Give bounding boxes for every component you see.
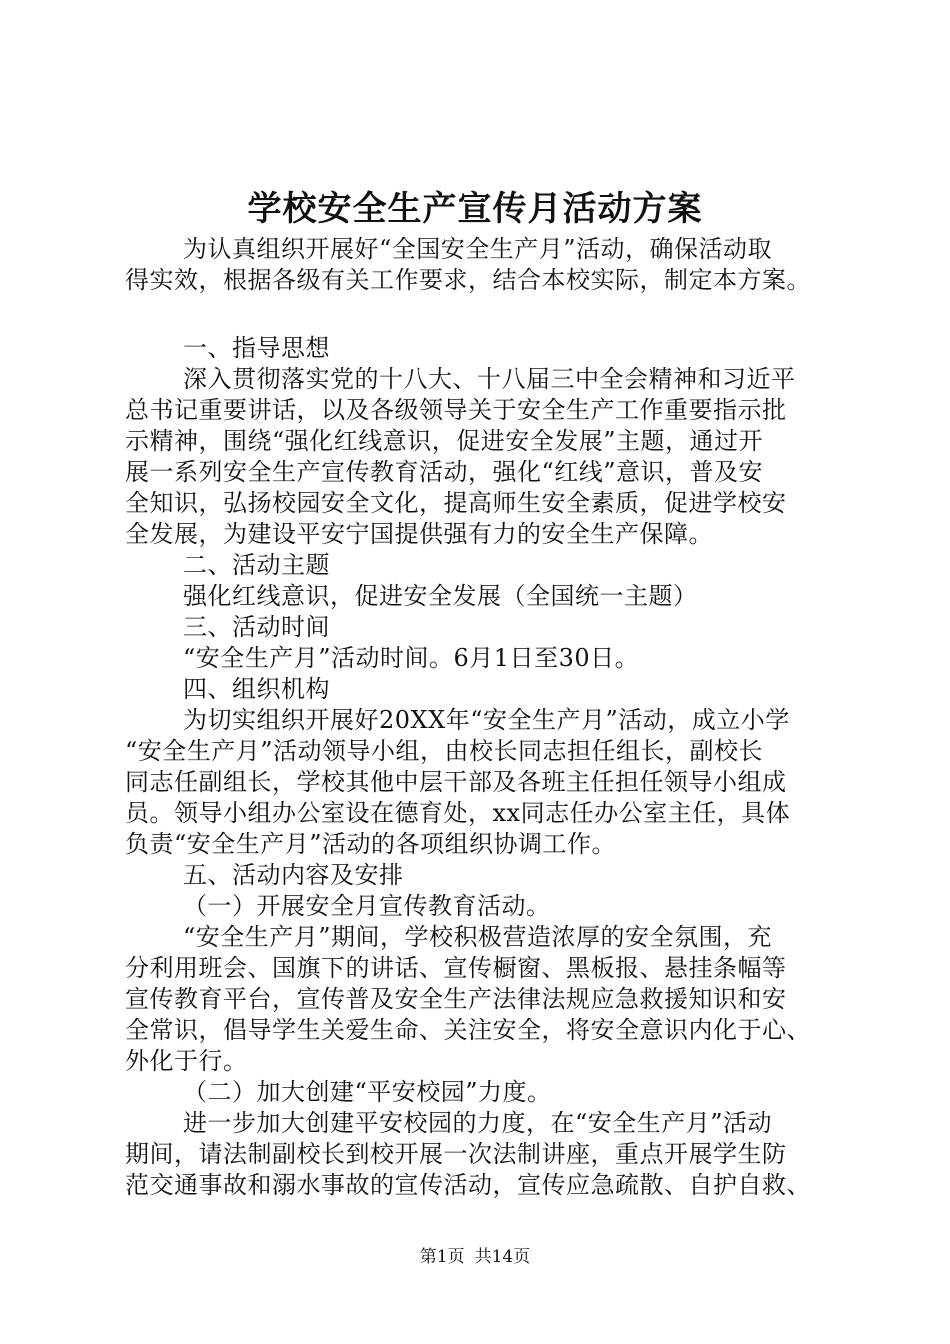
document-body [125,234,835,1201]
paragraph-line: 同志任副组长，学校其他中层干部及各班主任担任领导小组成 [125,768,787,796]
paragraph-line: 范交通事故和溺水事故的宣传活动，宣传应急疏散、自护自救、 [125,1171,811,1199]
paragraph-line: 强化红线意识，促进安全发展（全国统一主题） [183,582,698,610]
paragraph-line: 得实效，根据各级有关工作要求，结合本校实际，制定本方案。 [125,266,811,294]
document-title: 学校安全生产宣传月活动方案 [247,189,703,229]
paragraph-line: 进一步加大创建平安校园的力度，在“安全生产月”活动 [183,1109,773,1137]
paragraph-line: 为切实组织开展好20XX年“安全生产月”活动，成立小学 [183,706,790,734]
paragraph-line: 分利用班会、国旗下的讲话、宣传橱窗、黑板报、悬挂条幅等 [125,954,787,982]
paragraph-line: 宣传教育平台，宣传普及安全生产法律法规应急救援知识和安 [125,985,787,1013]
page-footer [0,1245,950,1269]
paragraph-line: “安全生产月”活动时间。6月1日至30日。 [183,644,640,672]
paragraph-line: 全发展，为建设平安宁国提供强有力的安全生产保障。 [125,520,713,548]
paragraph-line: 外化于行。 [125,1047,248,1075]
paragraph-line: “安全生产月”期间，学校积极营造浓厚的安全氛围，充 [183,923,773,951]
section-heading: 四、组织机构 [183,675,330,703]
paragraph-spacer [125,296,835,333]
paragraph-line: 展一系列安全生产宣传教育活动，强化“红线”意识，普及安 [125,458,764,486]
page-number: 第1页 [419,1247,465,1267]
subsection-heading: （二）加大创建“平安校园”力度。 [183,1078,552,1106]
section-heading: 一、指导思想 [183,334,330,362]
paragraph-line: 示精神，围绕“强化红线意识，促进安全发展”主题，通过开 [125,427,764,455]
paragraph-line: 期间，请法制副校长到校开展一次法制讲座，重点开展学生防 [125,1140,787,1168]
paragraph-line: 员。领导小组办公室设在德育处，xx同志任办公室主任，具体 [125,799,791,827]
subsection-heading: （一）开展安全月宣传教育活动。 [183,892,551,920]
paragraph-line: 负责“安全生产月”活动的各项组织协调工作。 [125,830,617,858]
paragraph-line: 深入贯彻落实党的十八大、十八届三中全会精神和习近平 [183,365,796,393]
paragraph-line: 全常识，倡导学生关爱生命、关注安全，将安全意识内化于心、 [125,1016,811,1044]
paragraph-line: 全知识，弘扬校园安全文化，提高师生安全素质，促进学校安 [125,489,787,517]
section-heading: 三、活动时间 [183,613,330,641]
paragraph-line: 为认真组织开展好“全国安全生产月”活动，确保活动取 [183,235,773,263]
page-total: 共14页 [474,1247,531,1267]
paragraph-line: “安全生产月”活动领导小组，由校长同志担任组长，副校长 [125,737,764,765]
section-heading: 五、活动内容及安排 [183,861,404,889]
paragraph-line: 总书记重要讲话，以及各级领导关于安全生产工作重要指示批 [125,396,787,424]
section-heading: 二、活动主题 [183,551,330,579]
